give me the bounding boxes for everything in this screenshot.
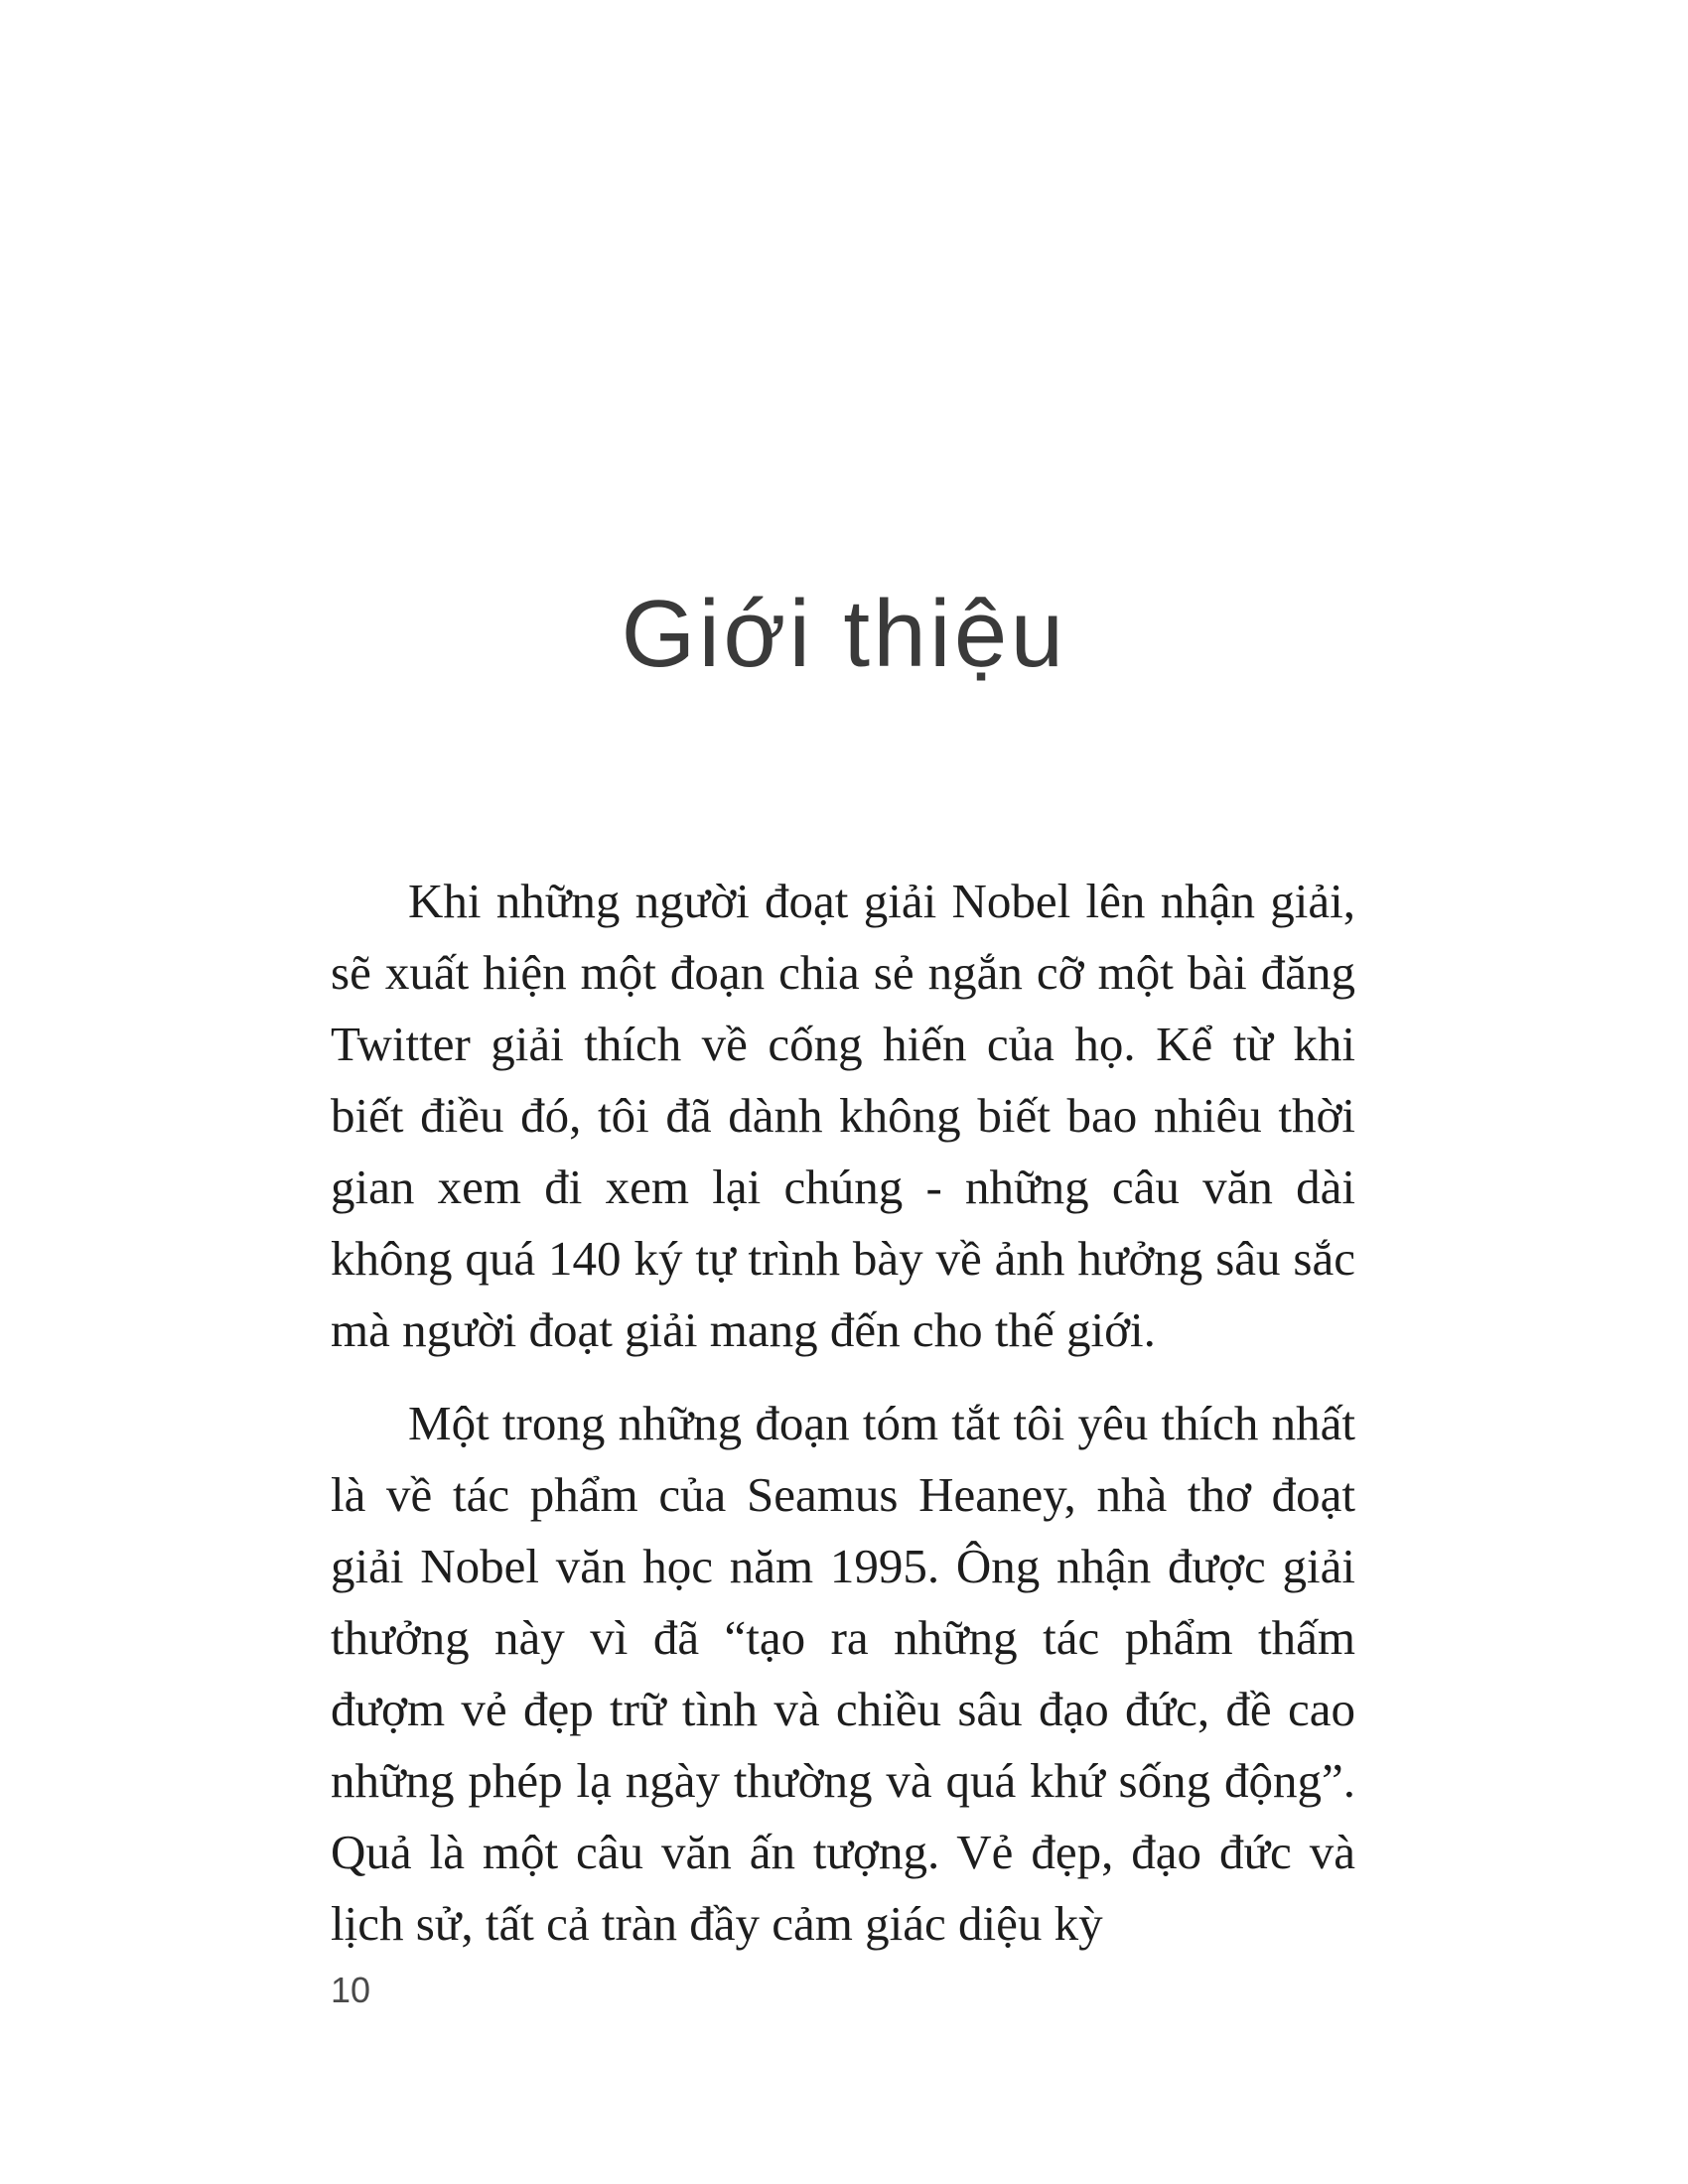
paragraph: Khi những người đoạt giải Nobel lên nhận giải, sẽ xuất hiện một đoạn chia sẻ ngắn cỡ một bài đăng Twitter giải thích về cống hiến của họ. Kể từ khi biết điều đó, tôi đã dành không biết bao nhiêu thời gian xem đi xem lại chúng - những câu văn dài không quá 140 ký tự trình bày về ảnh hưởng sâu sắc mà người đoạt giải mang đến cho thế giới.	[331, 874, 1355, 1358]
chapter-title: Giới thiệu	[621, 581, 1067, 688]
body-text-column	[331, 866, 1355, 1981]
page-number: 10	[331, 1970, 371, 2010]
paragraph: Một trong những đoạn tóm tắt tôi yêu thích nhất là về tác phẩm của Seamus Heaney, nhà thơ đoạt giải Nobel văn học năm 1995. Ông nhận được giải thưởng này vì đã “tạo ra những tác phẩm thấm đượm vẻ đẹp trữ tình và chiều sâu đạo đức, đề cao những phép lạ ngày thường và quá khứ sống động”. Quả là một câu văn ấn tượng. Vẻ đẹp, đạo đức và lịch sử, tất cả tràn đầy cảm giác diệu kỳ	[331, 1396, 1355, 1952]
